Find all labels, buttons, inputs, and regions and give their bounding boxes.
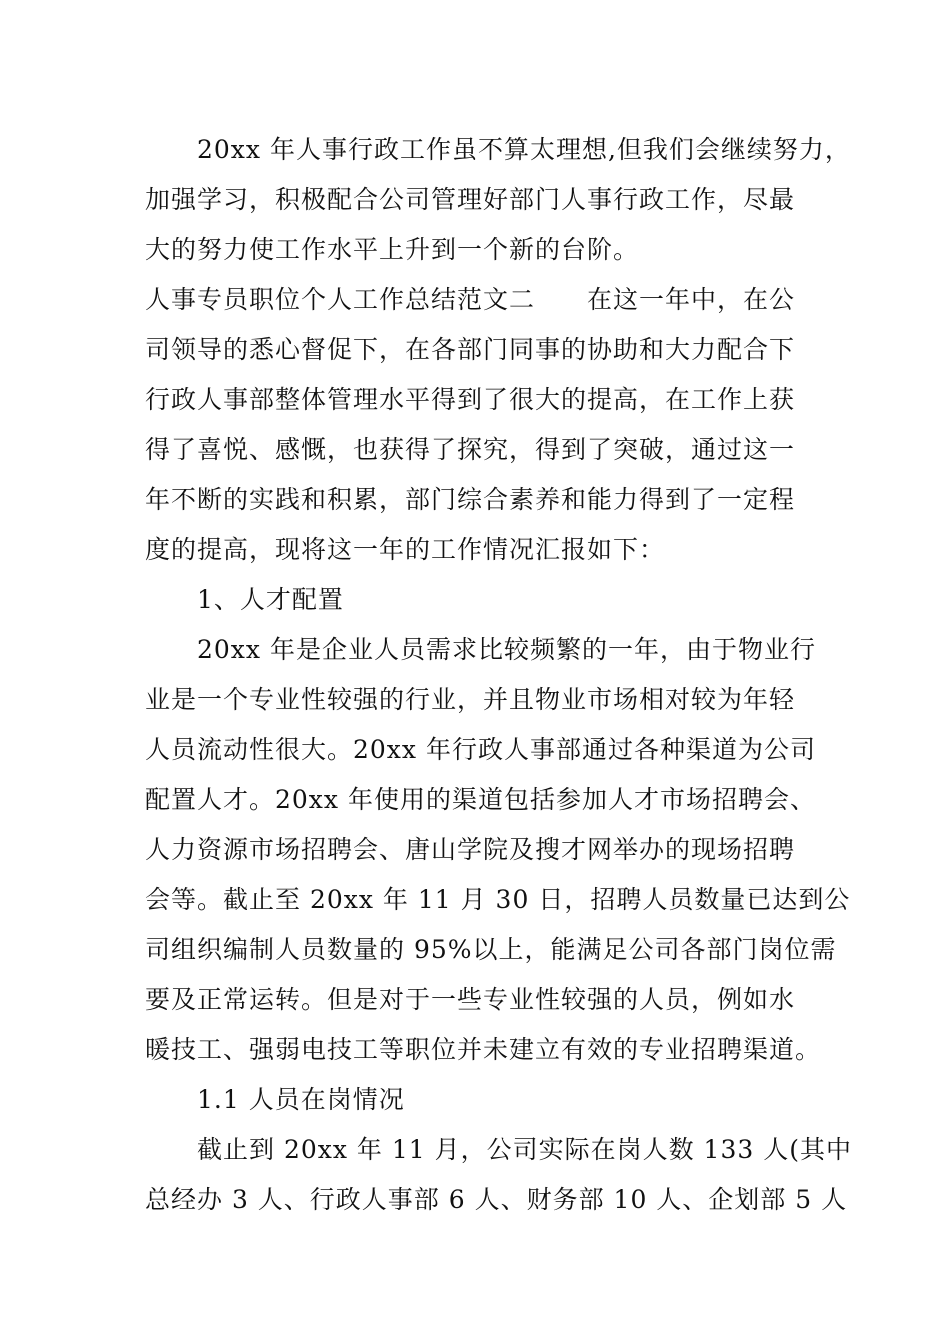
paragraph-line: 要及正常运转。但是对于一些专业性较强的人员，例如水 [145,985,796,1014]
paragraph-line: 司组织编制人员数量的 95%以上，能满足公司各部门岗位需 [145,935,837,964]
paragraph-line: 20xx 年是企业人员需求比较频繁的一年，由于物业行 [197,635,816,664]
paragraph-line: 年不断的实践和积累，部门综合素养和能力得到了一定程 [145,485,796,514]
paragraph-line: 业是一个专业性较强的行业，并且物业市场相对较为年轻 [145,685,796,714]
paragraph-line: 暖技工、强弱电技工等职位并未建立有效的专业招聘渠道。 [145,1035,822,1064]
paragraph-line: 截止到 20xx 年 11 月，公司实际在岗人数 133 人(其中 [197,1135,852,1164]
paragraph-line: 总经办 3 人、行政人事部 6 人、财务部 10 人、企划部 5 人 [145,1185,848,1214]
paragraph-line: 人力资源市场招聘会、唐山学院及搜才网举办的现场招聘 [145,835,796,864]
paragraph-line: 得了喜悦、感慨，也获得了探究，得到了突破，通过这一 [145,435,796,464]
paragraph-line: 度的提高，现将这一年的工作情况汇报如下： [145,535,666,564]
paragraph-line: 加强学习，积极配合公司管理好部门人事行政工作，尽最 [145,185,796,214]
section-title-line: 人事专员职位个人工作总结范文二 在这一年中，在公 [145,285,796,314]
paragraph-line: 20xx 年人事行政工作虽不算太理想,但我们会继续努力， [197,135,851,164]
paragraph-line: 行政人事部整体管理水平得到了很大的提高，在工作上获 [145,385,796,414]
paragraph-line: 人员流动性很大。20xx 年行政人事部通过各种渠道为公司 [145,735,816,764]
paragraph-line: 司领导的悉心督促下，在各部门同事的协助和大力配合下 [145,335,796,364]
paragraph-line: 会等。截止至 20xx 年 11 月 30 日，招聘人员数量已达到公 [145,885,851,914]
paragraph-line: 大的努力使工作水平上升到一个新的台阶。 [145,235,640,264]
heading-staff-on-post: 1.1 人员在岗情况 [197,1085,405,1114]
paragraph-line: 配置人才。20xx 年使用的渠道包括参加人才市场招聘会、 [145,785,816,814]
heading-talent-allocation: 1、人才配置 [197,585,344,614]
